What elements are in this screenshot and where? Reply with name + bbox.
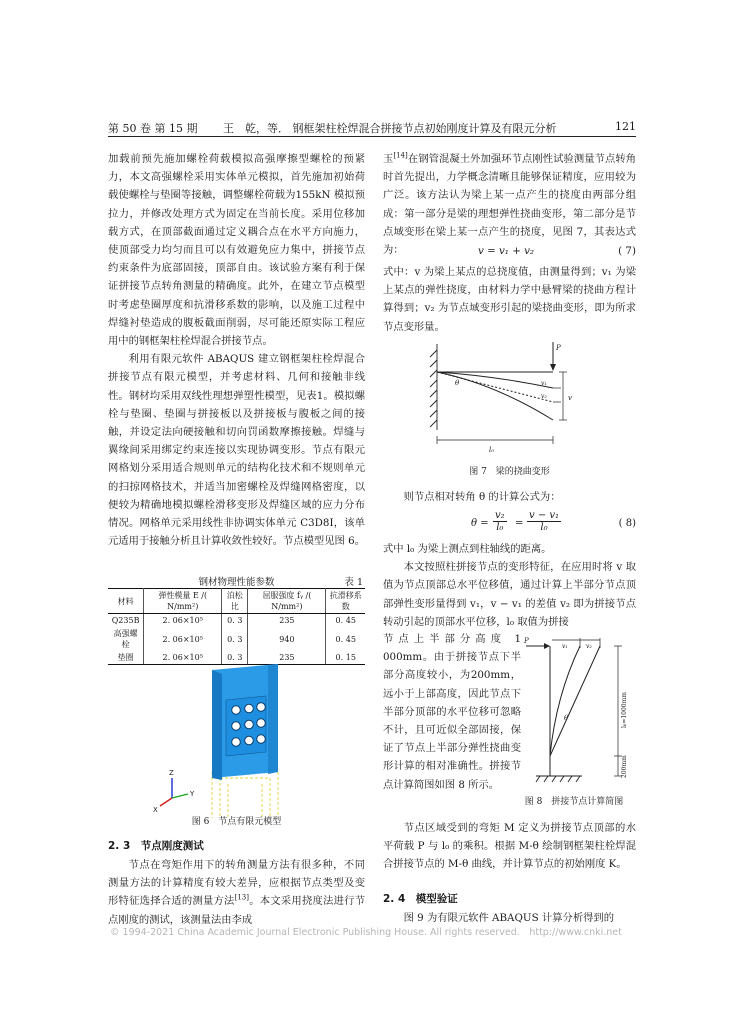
page-number: 121	[615, 120, 636, 133]
label-theta: θ	[455, 379, 460, 387]
table-cell: 垫圈	[108, 651, 144, 665]
left-paragraph-1: 加载前预先施加螺栓荷载模拟高强摩擦型螺栓的预紧力，本文高强螺栓采用实体单元模拟，首先施加初始荷载使螺栓与垫圈等接触，调整螺栓荷载为155kN 模拟预拉力，并修改处理方式为固定在当前长度。采用位移加载方式，在顶部截面通过定义耦合点在水平方向施力，使顶部受力均匀而且可以有效避免应力集中，拼接节点约束条件为底部固接，顶部自由。该试验方案有利于保证拼接节点转角测量的精确度。此外，在建立节点模型时考虑垫圈厚度和抗滑移系数的影响，以及施工过程中焊缝衬垫造成的腹板截面削弱，尽可能还原实际工程应用中的钢框架柱栓焊混合拼接节点。	[108, 153, 365, 348]
header-rule	[108, 136, 636, 137]
figure-6-caption: 图 6 节点有限元模型	[191, 817, 282, 827]
axis-triad	[153, 769, 195, 814]
table-cell: 0. 3	[222, 614, 248, 628]
running-header	[108, 120, 636, 136]
table-1-label: 表 1	[344, 577, 363, 588]
table-header-cell: 泊松比	[222, 589, 248, 614]
section-2-3-heading: 2. 3 节点刚度测试	[108, 840, 204, 852]
fraction-2-numerator: v − v₁	[529, 510, 560, 521]
table-cell: 2. 06×10⁵	[144, 614, 222, 628]
right-paragraph-2: 式中：v 为梁上某点的总挠度值，由测量得到；v₁ 为梁上某点的弹性挠度，由材料力学中悬臂梁的挠曲方程计算得到；v₂ 为节点域变形引起的梁挠曲变形，即为所求节点变形量。	[383, 266, 636, 333]
table-header-cell: 屈服强度 fᵧ /( N/mm²)	[248, 589, 326, 614]
cnki-watermark: © 1994-2021 China Academic Journal Electronic Publishing House. All rights reserved. http://www.cnki.net	[110, 927, 622, 938]
label-v2: v₂	[541, 393, 547, 400]
section-2-4-heading: 2. 4 模型验证	[383, 893, 458, 905]
axis-label-x: X	[153, 806, 158, 814]
left-column	[108, 150, 365, 550]
table-row	[108, 627, 365, 651]
load-arrow	[523, 637, 550, 649]
table-row	[108, 614, 365, 628]
equation-7-expression: v = v₁ + v₂	[478, 245, 535, 257]
left-paragraph-2: 利用有限元软件 ABAQUS 建立钢框架柱栓焊混合拼接节点有限元模型，并考虑材料、几何和接触非线性。钢材均采用双线性理想弹塑性模型，见表1。模拟螺栓与垫圈、垫圈与拼接板以及拼接板与腹板之间的接触，并设定法向硬接触和切向罚函数摩擦接触。焊缝与翼缘间采用绑定约束连接以实现协调变形。节点有限元网格划分采用适合规则单元的结构化技术和不规则单元的扫掠网格技术，并适当加密螺栓及焊缝网格密度，以便较为精确地模拟螺栓滑移变形及焊缝区域的应力分布情况。网格单元采用线性非协调实体单元 C3D8I，该单元适用于接触分析且计算收敛性较好。节点模型见图 6。	[108, 353, 365, 548]
right-paragraph-3: 式中 l₀ 为梁上测点到柱轴线的距离。	[383, 543, 552, 555]
right-paragraph-6: 节点区域受到的弯矩 M 定义为拼接节点顶部的水平荷载 P 与 l₀ 的乘积。根据 M-θ 绘制钢框架柱栓焊混合拼接节点的 M-θ 曲线，并计算节点的初始刚度 K。	[383, 822, 636, 871]
header-title: 钢框架柱栓焊混合拼接节点初始刚度计算及有限元分析	[292, 122, 557, 135]
label-l0: l₀	[489, 446, 495, 454]
fraction-1	[493, 510, 507, 533]
table-cell: 2. 06×10⁵	[144, 627, 222, 651]
right-column-narrow	[383, 630, 521, 794]
table-header-row	[108, 589, 365, 614]
figure-8-caption: 图 8 拼接节点计算简图	[524, 797, 624, 807]
label-200mm: 200mm	[621, 755, 628, 778]
table-cell: 940	[248, 627, 326, 651]
table-header-cell: 材料	[108, 589, 144, 614]
label-v: v	[568, 394, 572, 402]
fraction-2	[527, 510, 561, 533]
table-header-cell: 抗滑移系数	[326, 589, 365, 614]
table-1-title: 钢材物理性能参数	[198, 577, 275, 588]
fixed-base	[536, 776, 582, 782]
label-l0: l₀=1000mm	[621, 692, 628, 728]
figure-7-caption: 图 7 梁的挠曲变形	[469, 467, 550, 477]
table-cell: 0. 15	[326, 651, 365, 665]
equation-8-equals: =	[515, 518, 524, 529]
label-v1: v₁	[541, 380, 547, 387]
equation-8-lhs: θ =	[471, 518, 489, 529]
label-P: P	[524, 637, 529, 645]
material-properties-table	[108, 588, 365, 665]
right-paragraph-4: 本文按照柱拼接节点的变形特征，在应用时将 v 取值为节点顶部总水平位移值，通过计算上半部分节点顶部弹性变形量得到 v₁，v − v₁ 的差值 v₂ 即为拼接节点转动引起的顶部水平位移，l₀ 取值为拼接	[383, 561, 636, 628]
load-arrow	[550, 342, 561, 371]
header-authors: 王 乾，等．	[222, 122, 289, 135]
table-header-cell: 弹性模量 E /( N/mm²)	[144, 589, 222, 614]
label-theta: θ	[564, 714, 569, 722]
equation-8	[383, 508, 636, 542]
text-run: 。本文采用挠度法进行节点刚度的测试，该测量法由李成	[108, 895, 366, 926]
header-journal-info	[108, 120, 556, 136]
text-run: 节点在弯矩作用下的转角测量方法有很多种，不同测量方法的计算精度有较大差异，应根据节点类型及变形特征选择合适的测量方法	[108, 859, 365, 908]
right-paragraph-1	[383, 150, 636, 259]
joint-calculation-diagram	[522, 636, 634, 788]
table-cell: Q235B	[108, 614, 144, 628]
table-cell: 0. 45	[335, 634, 356, 644]
fixed-wall	[430, 344, 437, 430]
table-cell: 0. 3	[222, 627, 248, 651]
model-bolts	[232, 703, 266, 747]
right-column	[383, 150, 636, 259]
fe-model-figure	[150, 660, 330, 820]
header-volume: 第 50 卷 第 15 期	[108, 122, 198, 135]
section-2-3-body	[108, 856, 365, 929]
column-lines	[550, 646, 600, 776]
section-2-3-paragraph	[108, 856, 365, 929]
right-column-bottom	[383, 819, 636, 874]
table-cell: 235	[248, 614, 326, 628]
axis-label-z: Z	[169, 769, 174, 777]
table-cell: 0. 3	[222, 651, 248, 665]
dimension-lines	[552, 638, 622, 776]
beam-deflection-figure	[425, 340, 585, 460]
section-2-4-paragraph: 图 9 为有限元软件 ABAQUS 计算分析得到的	[403, 912, 615, 924]
citation-ref: [14]	[393, 151, 408, 160]
text-run: 玉	[383, 153, 394, 165]
label-v1: v₁	[562, 643, 568, 650]
table-cell: 0. 45	[335, 616, 356, 625]
citation-ref: [13]	[234, 893, 249, 902]
equation-8-number: ( 8)	[618, 518, 636, 529]
formula-8-intro: 则节点相对转角 θ 的计算公式为：	[403, 491, 561, 503]
label-P: P	[556, 344, 561, 352]
fraction-1-denominator: l₀	[496, 522, 504, 533]
label-v2: v₂	[586, 643, 592, 650]
table-cell: 2. 06×10⁵	[144, 651, 222, 665]
text-run: 在钢管混凝土外加强环节点刚性试验测量节点转角时首先提出，力学概念清晰且能够保证精度，应用较为广泛。该方法认为梁上某一点产生的挠度由两部分组成：第一部分是梁的理想弹性挠曲变形，第二部分是节点域变形在梁上某一点产生的挠度，见图 7，其表达式为：	[383, 153, 636, 257]
axis-label-y: Y	[190, 790, 195, 798]
table-cell: 高强螺栓	[108, 627, 144, 651]
fraction-2-denominator: l₀	[540, 522, 548, 533]
table-cell: 235	[248, 651, 326, 665]
fraction-1-numerator: v₂	[495, 510, 505, 521]
right-paragraph-5: 节点上半部分高度 1 000mm。由于拼接节点下半部分高度较小，为200mm，远小于上部高度，因此节点下半部分顶部的水平位移可忽略不计，且可近似全部固接，保证了节点上半部分弹性挠曲变形计算的相对准确性。拼接节点计算简图如图 8 所示。	[383, 633, 521, 791]
right-column-continued	[383, 540, 636, 631]
equation-7-explanation	[383, 263, 636, 336]
equation-7-number: ( 7)	[618, 245, 636, 257]
